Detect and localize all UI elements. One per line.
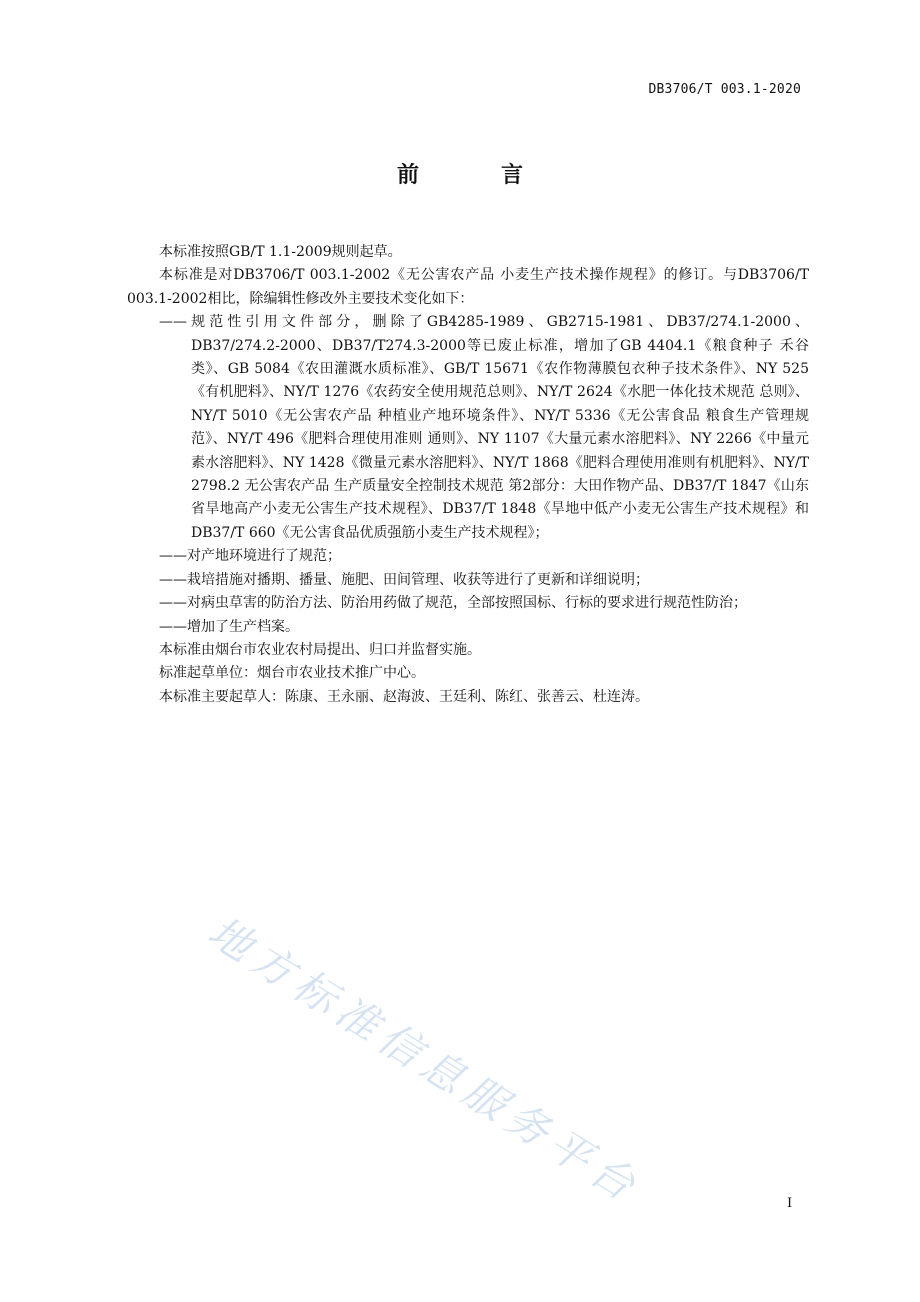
watermark: 地方标准信息服务平台 [199, 906, 650, 1214]
document-code: DB3706/T 003.1-2020 [648, 82, 801, 97]
page-title: 前 言 [396, 163, 553, 188]
paragraph-drafting-unit: 标准起草单位：烟台市农业技术推广中心。 [159, 665, 425, 682]
paragraph-revision-note: 本标准是对DB3706/T 003.1-2002《无公害农产品 小麦生产技术操作规程》的修订。与DB3706/T 003.1-2002相比，除编辑性修改外主要技术变化如下： [127, 267, 809, 307]
paragraph-drafting-rule: 本标准按照GB/T 1.1-2009规则起草。 [159, 244, 402, 260]
foreword-body [127, 241, 809, 709]
list-item-records: ——增加了生产档案。 [159, 618, 299, 635]
paragraph-proposer: 本标准由烟台市农业农村局提出、归口并监督实施。 [159, 641, 481, 658]
list-item-cultivation: ——栽培措施对播期、播量、施肥、田间管理、收获等进行了更新和详细说明； [159, 571, 649, 588]
list-item-environment: ——对产地环境进行了规范； [159, 548, 341, 565]
paragraph-drafters: 本标准主要起草人：陈康、王永丽、赵海波、王廷利、陈红、张善云、杜连涛。 [159, 688, 649, 705]
page-number: I [787, 1196, 793, 1211]
list-item-references: ——规范性引用文件部分，删除了GB4285-1989、GB2715-1981、DB37/274.1-2000、DB37/274.2-2000、DB37/T274.3-2000等已废止标准，增加了GB 4404.1《粮食种子 禾谷类》、GB 5084《农田灌溉水质标准》、GB/T 15671《农作物薄膜包衣种子技术条件》、NY 525《有机肥料》、NY/T 1276《农药安全使用规范总则》、NY/T 2624《水肥一体化技术规范 总则》、NY/T 5010《无公害农产品 种植业产地环境条件》、NY/T 5336《无公害食品 粮食生产管理规范》、NY/T 496《肥料合理使用准则 通则》、NY 1107《大量元素水溶肥料》、NY 2266《中量元素水溶肥料》、NY 1428《微量元素水溶肥料》、NY/T 1868《肥料合理使用准则有机肥料》、NY/T 2798.2 无公害农产品 生产质量安全控制技术规范 第2部分：大田作物产品、DB37/T 1847《山东省旱地高产小麦无公害生产技术规程》、DB37/T 1848《旱地中低产小麦无公害生产技术规程》和DB37/T 660《无公害食品优质强筋小麦生产技术规程》； [159, 314, 809, 541]
list-item-pest-control: ——对病虫草害的防治方法、防治用药做了规范，全部按照国标、行标的要求进行规范性防治； [159, 595, 747, 612]
